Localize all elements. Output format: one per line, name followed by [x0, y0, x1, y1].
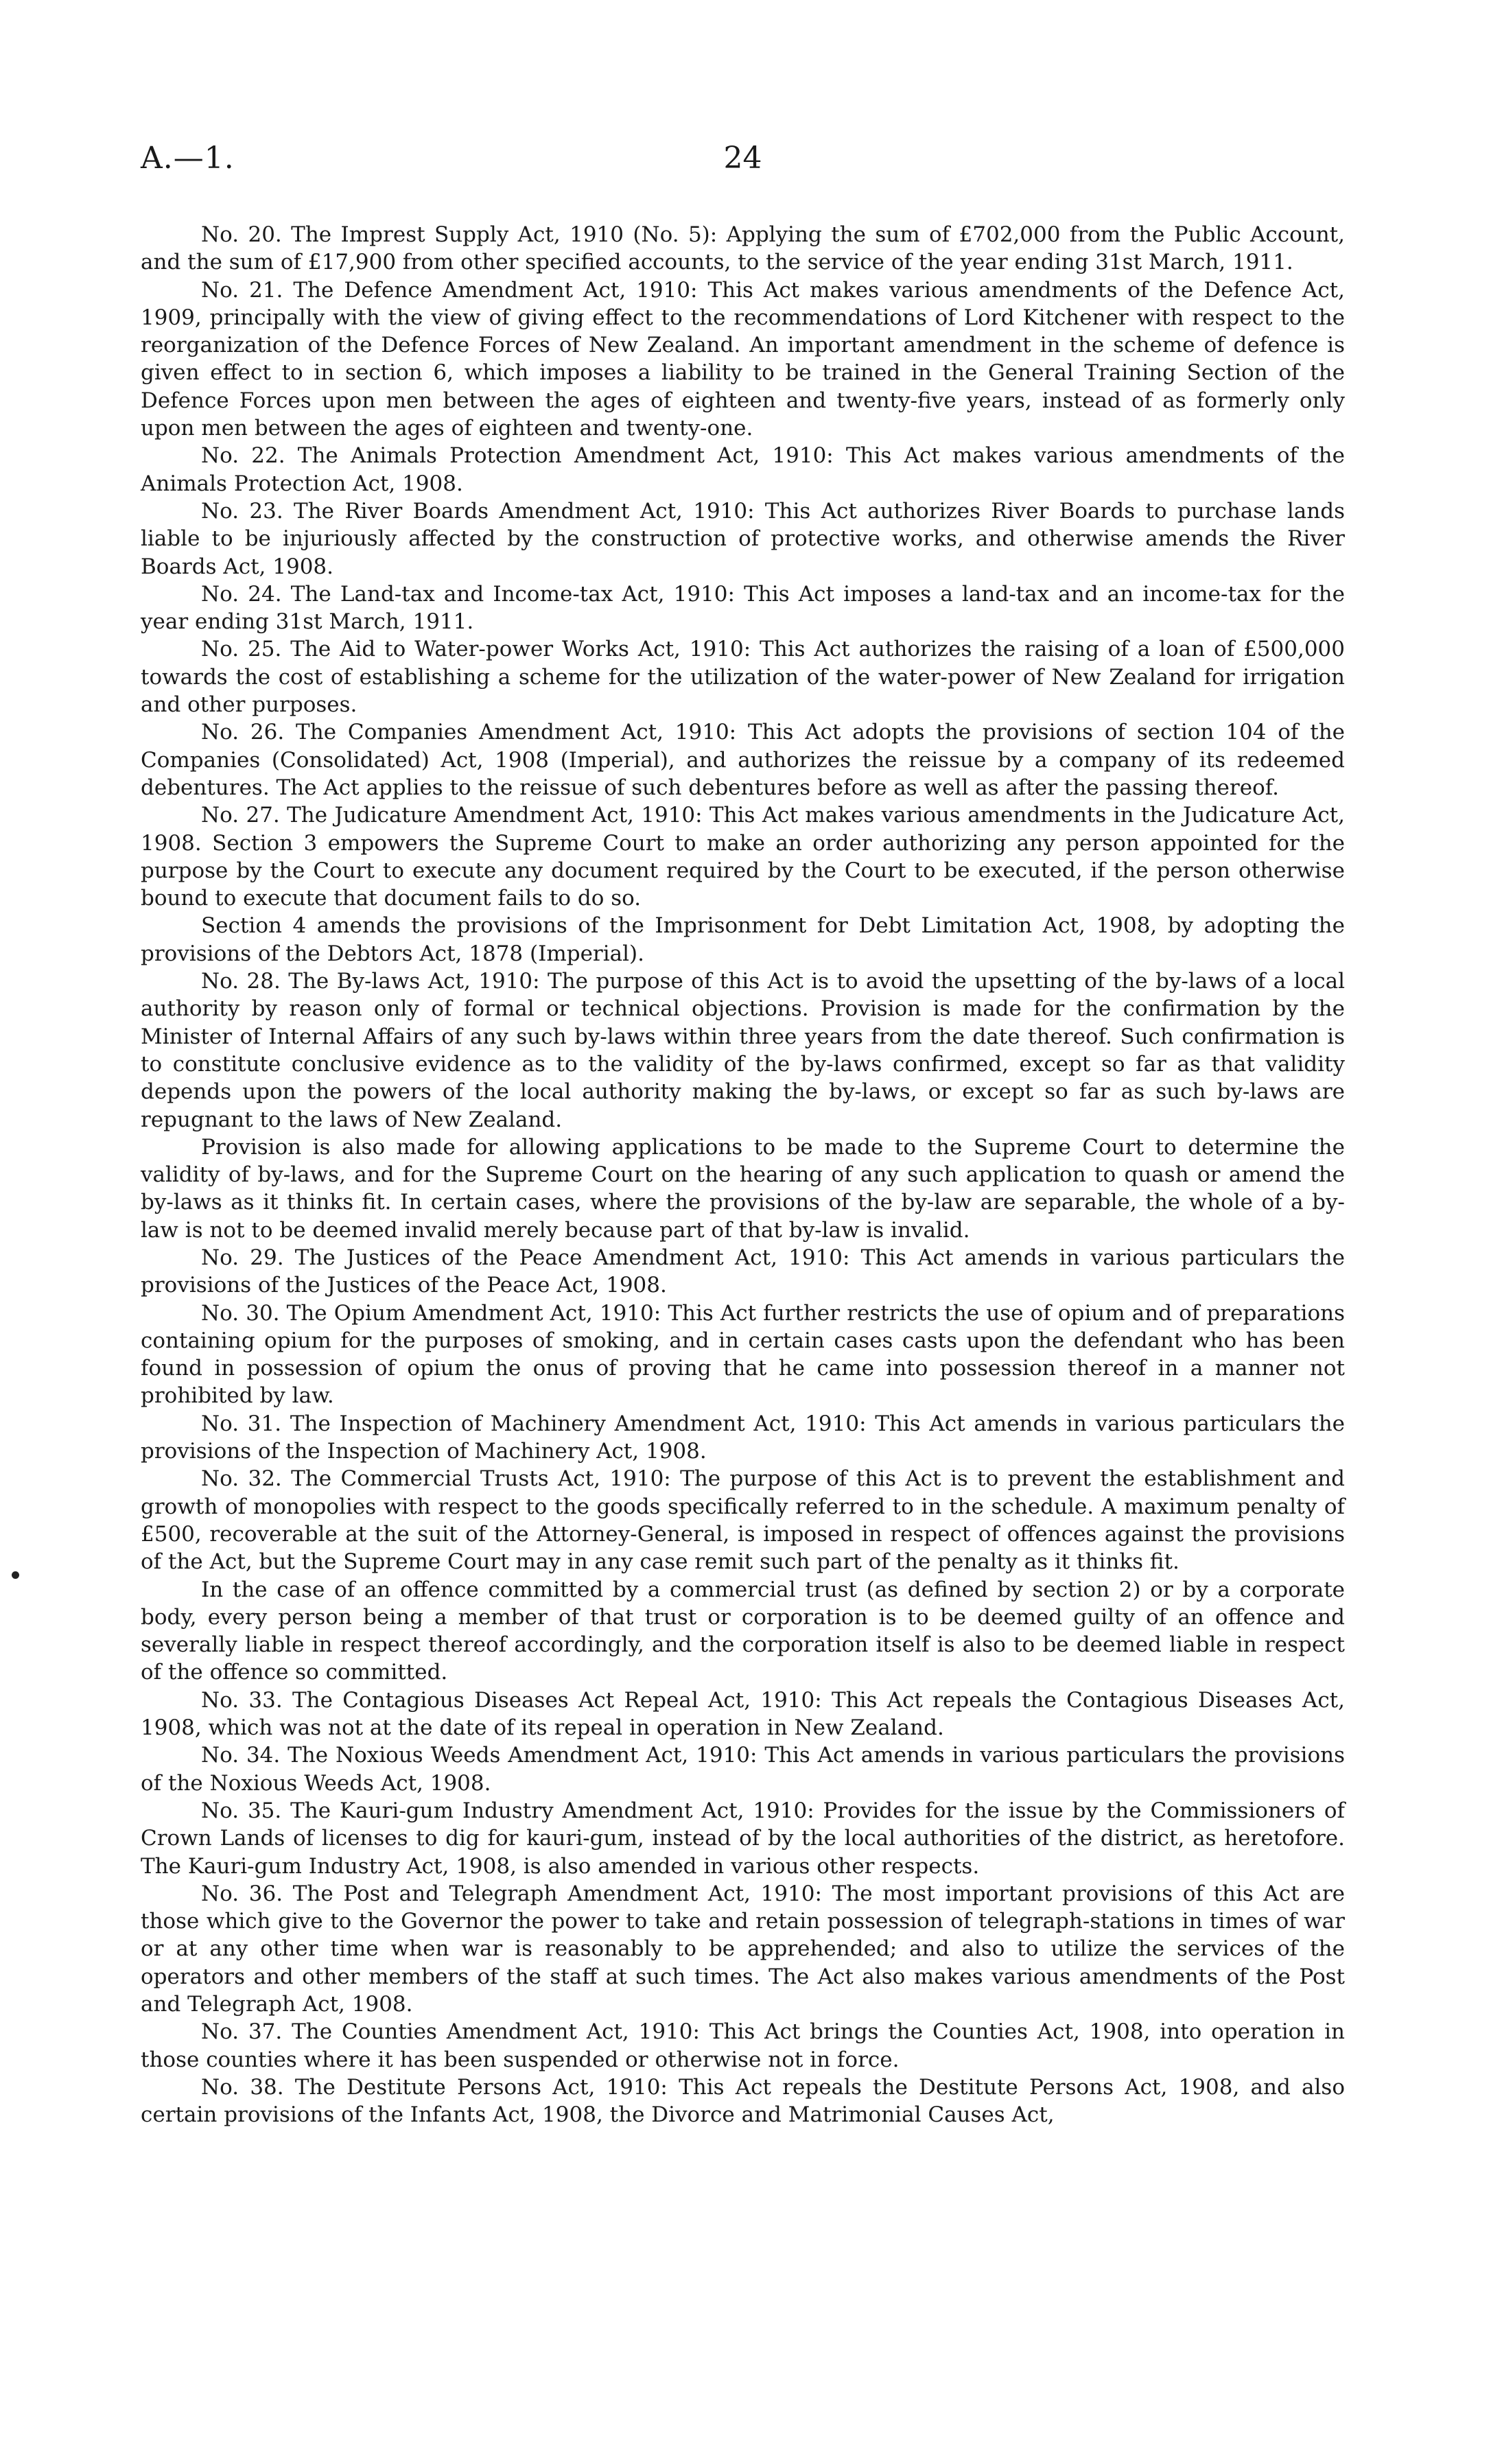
paragraph-act-36: No. 36. The Post and Telegraph Amendment Act, 1910: The most important provisions of this Act are those which give to the Governor the power to take and retain possession of telegraph-stations in times of war or at any other time when war is reasonably to be apprehended; and also to utilize the services of the operators and other members of the staff at such times. The Act also makes various amendments of the Post and Telegraph Act, 1908. [141, 1881, 1345, 2017]
paragraph-act-30: No. 30. The Opium Amendment Act, 1910: This Act further restricts the use of opium and of preparations containing opium for the purposes of smoking, and in certain cases casts upon the defendant who has been found in possession of opium the onus of proving that he came into possession thereof in a manner not prohibited by law. [141, 1300, 1345, 1409]
paragraph-act-23: No. 23. The River Boards Amendment Act, 1910: This Act authorizes River Boards to purchase lands liable to be injuriously affected by the construction of protective works, and otherwise amends the River Boards Act, 1908. [141, 498, 1345, 579]
paragraph-act-29: No. 29. The Justices of the Peace Amendment Act, 1910: This Act amends in various particulars the provisions of the Justices of the Peace Act, 1908. [141, 1245, 1345, 1298]
body-text [141, 221, 1345, 2128]
paragraph-act-35: No. 35. The Kauri-gum Industry Amendment Act, 1910: Provides for the issue by the Commissioners of Crown Lands of licenses to dig for kauri-gum, instead of by the local authorities of the district, as heretofore. The Kauri-gum Industry Act, 1908, is also amended in various other respects. [141, 1798, 1345, 1879]
page-number: 24 [723, 141, 762, 176]
document-reference: A.—1. [141, 141, 235, 176]
paragraph-act-34: No. 34. The Noxious Weeds Amendment Act, 1910: This Act amends in various particulars the provisions of the Noxious Weeds Act, 1908. [141, 1743, 1345, 1796]
paragraph-act-22: No. 22. The Animals Protection Amendment Act, 1910: This Act makes various amendments of the Animals Protection Act, 1908. [141, 443, 1345, 496]
paragraph-act-27: No. 27. The Judicature Amendment Act, 1910: This Act makes various amendments in the Judicature Act, 1908. Section 3 empowers the Supreme Court to make an order authorizing any person appointed for the purpose by the Court to execute any document required by the Court to be executed, if the person otherwise bound to execute that document fails to do so. [141, 803, 1345, 911]
paragraph-act-28: No. 28. The By-laws Act, 1910: The purpose of this Act is to avoid the upsetting of the by-laws of a local authority by reason only of formal or technical objections. Provision is made for the confirmation by the Minister of Internal Affairs of any such by-laws within three years from the date thereof. Such confirmation is to constitute conclusive evidence as to the validity of the by-laws confirmed, except so far as that validity depends upon the powers of the local authority making the by-laws, or except so far as such by-laws are repugnant to the laws of New Zealand. [141, 969, 1345, 1132]
page-header [141, 141, 1345, 189]
paragraph-act-26: No. 26. The Companies Amendment Act, 1910: This Act adopts the provisions of section 104 of the Companies (Consolidated) Act, 1908 (Imperial), and authorizes the reissue by a company of its redeemed debentures. The Act applies to the reissue of such debentures before as well as after the passing thereof. [141, 720, 1345, 800]
paragraph-act-31: No. 31. The Inspection of Machinery Amendment Act, 1910: This Act amends in various particulars the provisions of the Inspection of Machinery Act, 1908. [141, 1411, 1345, 1464]
paragraph-act-32: No. 32. The Commercial Trusts Act, 1910: The purpose of this Act is to prevent the establishment and growth of monopolies with respect to the goods specifically referred to in the schedule. A maximum penalty of £500, recoverable at the suit of the Attorney-General, is imposed in respect of offences against the provisions of the Act, but the Supreme Court may in any case remit such part of the penalty as it thinks fit. [141, 1466, 1345, 1575]
paragraph-act-38: No. 38. The Destitute Persons Act, 1910: This Act repeals the Destitute Persons Act, 1908, and also certain provisions of the Infants Act, 1908, the Divorce and Matrimonial Causes Act, [141, 2074, 1345, 2128]
paragraph-act-28-continued: Provision is also made for allowing applications to be made to the Supreme Court to determine the validity of by-laws, and for the Supreme Court on the hearing of any such application to quash or amend the by-laws as it thinks fit. In certain cases, where the provisions of the by-law are separable, the whole of a by-law is not to be deemed invalid merely because part of that by-law is invalid. [141, 1134, 1345, 1243]
paragraph-act-20: No. 20. The Imprest Supply Act, 1910 (No. 5): Applying the sum of £702,000 from the Public Account, and the sum of £17,900 from other specified accounts, to the service of the year ending 31st March, 1911. [141, 222, 1345, 275]
paragraph-act-24: No. 24. The Land-tax and Income-tax Act, 1910: This Act imposes a land-tax and an income-tax for the year ending 31st March, 1911. [141, 581, 1345, 635]
paragraph-act-27-section-4: Section 4 amends the provisions of the Imprisonment for Debt Limitation Act, 1908, by adopting the provisions of the Debtors Act, 1878 (Imperial). [141, 913, 1345, 966]
paragraph-act-33: No. 33. The Contagious Diseases Act Repeal Act, 1910: This Act repeals the Contagious Diseases Act, 1908, which was not at the date of its repeal in operation in New Zealand. [141, 1687, 1345, 1741]
paragraph-act-21: No. 21. The Defence Amendment Act, 1910: This Act makes various amendments of the Defence Act, 1909, principally with the view of giving effect to the recommendations of Lord Kitchener with respect to the reorganization of the Defence Forces of New Zealand. An important amendment in the scheme of defence is given effect to in section 6, which imposes a liability to be trained in the General Training Section of the Defence Forces upon men between the ages of eighteen and twenty-five years, instead of as formerly only upon men between the ages of eighteen and twenty-one. [141, 277, 1345, 441]
paragraph-act-37: No. 37. The Counties Amendment Act, 1910: This Act brings the Counties Act, 1908, into operation in those counties where it has been suspended or otherwise not in force. [141, 2019, 1345, 2072]
paragraph-act-32-continued: In the case of an offence committed by a commercial trust (as defined by section 2) or by a corporate body, every person being a member of that trust or corporation is to be deemed guilty of an offence and severally liable in respect thereof accordingly, and the corporation itself is also to be deemed liable in respect of the offence so committed. [141, 1577, 1345, 1685]
paragraph-act-25: No. 25. The Aid to Water-power Works Act, 1910: This Act authorizes the raising of a loan of £500,000 towards the cost of establishing a scheme for the utilization of the water-power of New Zealand for irrigation and other purposes. [141, 637, 1345, 718]
margin-mark [12, 1571, 19, 1579]
